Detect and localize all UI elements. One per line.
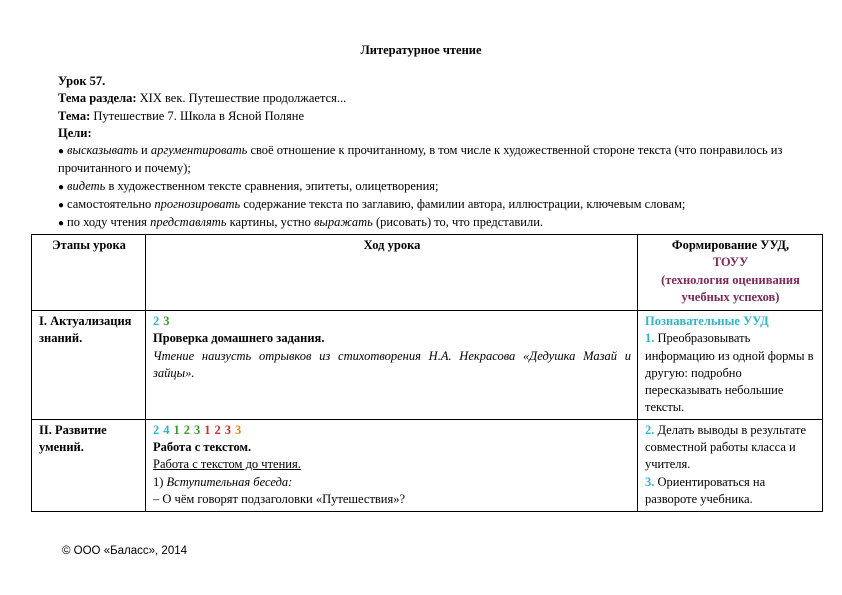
page-title: Литературное чтение (360, 43, 482, 57)
header-uud (638, 235, 823, 311)
goal-item: ● самостоятельно прогнозировать содержание текста по заглавию, фамилии автора, иллюстрации, ключевым словам; (58, 197, 686, 212)
header-touu: ТОУУ (712, 255, 749, 270)
uud-cell (638, 311, 823, 420)
course-cell (146, 419, 638, 511)
touu-numbers: 2 3 (153, 314, 170, 328)
task-question: – О чём говорят подзаголовки «Путешествия»? (153, 491, 406, 506)
goal-item: ● видеть в художественном тексте сравнения, эпитеты, олицетворения; (58, 178, 439, 193)
task-text: Чтение наизусть отрывков из стихотворения Н.А. Некрасова «Дедушка Мазай и зайцы». (153, 348, 631, 380)
goal-item: ● по ходу чтения представлять картины, устно выражать (рисовать) то, что представили. (58, 215, 544, 230)
uud-title: Познавательные УУД (645, 314, 769, 328)
bullet-icon: ● (58, 181, 65, 193)
header-uud-label: Формирование УУД, (671, 238, 790, 252)
header-stages: Этапы урока (32, 235, 146, 311)
table-row (32, 419, 823, 511)
stage-cell: I. Актуализация знаний. (32, 311, 146, 420)
bullet-icon: ● (58, 146, 65, 158)
table-header-row (32, 235, 823, 311)
lesson-number: Урок 57. (58, 74, 106, 88)
bullet-icon: ● (58, 218, 65, 230)
task-step: 1) Вступительная беседа: (153, 474, 293, 489)
task-subtitle: Работа с текстом до чтения. (153, 457, 301, 472)
uud-cell (638, 419, 823, 511)
uud-item: 1. Преобразовывать информацию из одной формы в другую: подробно пересказывать небольшие тексты. (645, 331, 814, 415)
goals-label: Цели: (58, 125, 92, 140)
section-value: XIX век. Путешествие продолжается... (139, 91, 347, 106)
touu-numbers: 2 4 1 2 3 1 2 3 3 (153, 422, 242, 437)
goal-item: ● высказывать и аргументировать своё отношение к прочитанному, в том числе к художественной стороне текста (что понравилось из прочитанного и почему); (58, 143, 783, 176)
course-cell (146, 311, 638, 420)
task-title: Работа с текстом. (153, 440, 252, 455)
bullet-icon: ● (58, 200, 65, 212)
header-course: Ход урока (146, 235, 638, 311)
theme-value: Путешествие 7. Школа в Ясной Поляне (93, 108, 304, 123)
table-row (32, 311, 823, 420)
section-line (58, 90, 818, 107)
lesson-table (31, 234, 823, 512)
task-title: Проверка домашнего задания. (153, 331, 325, 346)
theme-line (58, 108, 818, 125)
uud-item: 3. Ориентироваться на развороте учебника. (645, 474, 766, 506)
uud-item: 2. Делать выводы в результате совместной работы класса и учителя. (645, 422, 807, 472)
lesson-header (58, 73, 818, 233)
header-touu-sub: (технология оценивания учебных успехов) (661, 272, 800, 304)
copyright-footer: © ООО «Баласс», 2014 (62, 545, 188, 557)
stage-cell: II. Развитие умений. (32, 419, 146, 511)
section-label: Тема раздела: (58, 91, 137, 106)
theme-label: Тема: (58, 108, 91, 123)
